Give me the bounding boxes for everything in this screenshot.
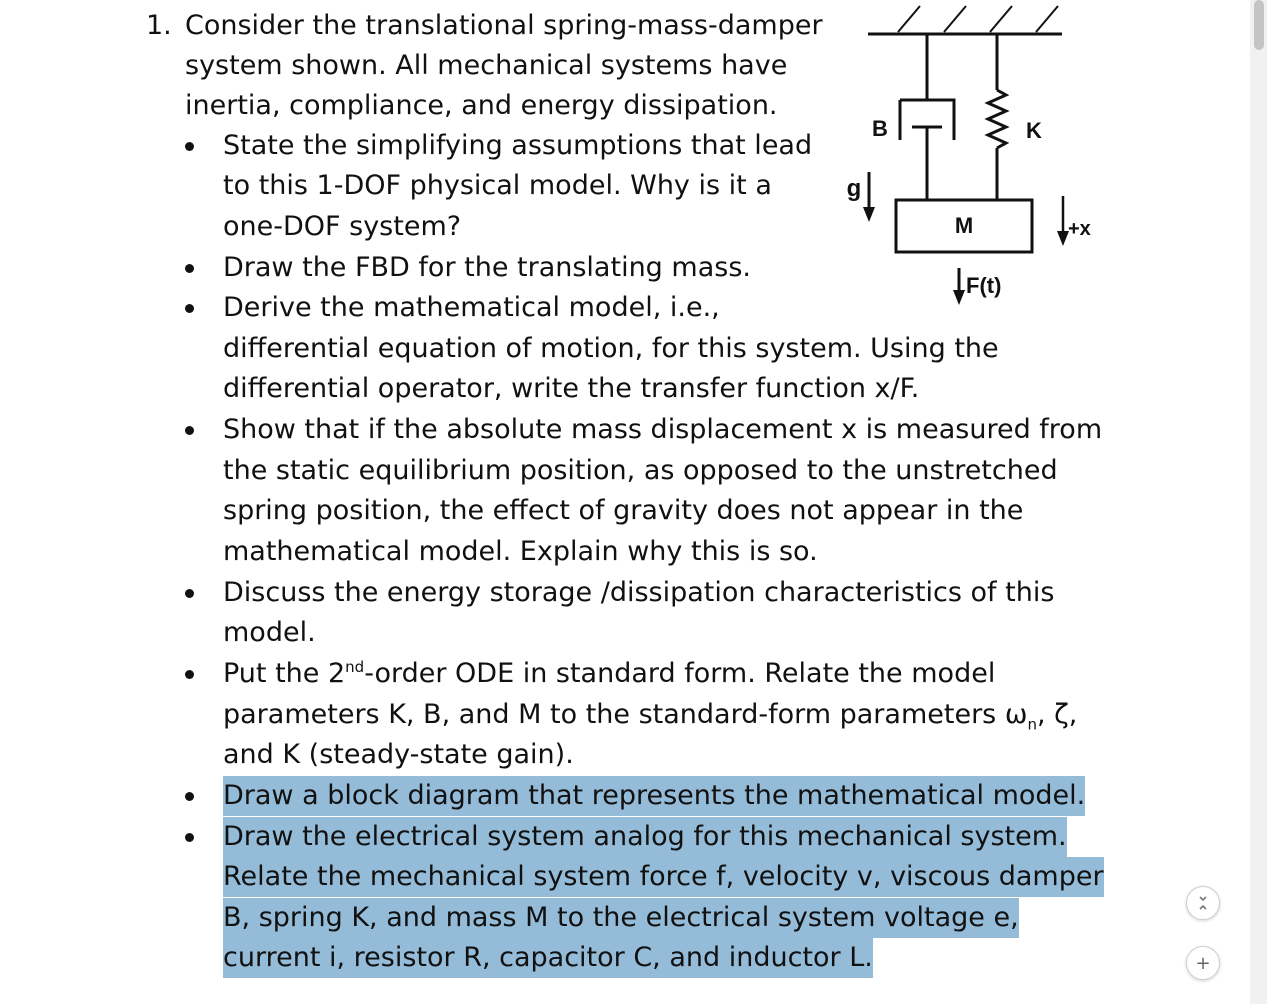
bullet-fbd-line: Draw the FBD for the translating mass. [223, 252, 751, 283]
intro-line: inertia, compliance, and energy dissipation. [185, 90, 778, 121]
ground-hatching [898, 6, 1058, 32]
intro-line: Consider the translational spring-mass-damper [185, 10, 823, 41]
bullet-electrical-analog-line[interactable]: Draw the electrical system analog for this mechanical system. [223, 817, 1067, 857]
spring-mass-damper-diagram [820, 0, 1120, 310]
bullet-assumptions-line: to this 1-DOF physical model. Why is it a [223, 170, 772, 201]
damper [900, 34, 954, 200]
bullet-gravity-line: spring position, the effect of gravity does not appear in the [223, 495, 1024, 526]
bullet-standard-form-line: parameters K, B, and M to the standard-form parameters $\omega_n$, ζ, [223, 699, 1078, 734]
bullet-marker [185, 426, 194, 435]
bullet-assumptions-line: State the simplifying assumptions that lead [223, 130, 813, 161]
spring [988, 34, 1006, 200]
bullet-model-line: differential operator, write the transfer function x/F. [223, 373, 920, 404]
bullet-gravity-line: mathematical model. Explain why this is so. [223, 536, 818, 567]
bullet-energy-line: Discuss the energy storage /dissipation characteristics of this [223, 577, 1055, 608]
bullet-marker [185, 792, 194, 801]
expand-button[interactable] [1186, 886, 1220, 920]
spring-label: K [1026, 118, 1042, 143]
bullet-marker [185, 142, 194, 151]
bullet-marker [185, 304, 194, 313]
bullet-gravity-line: the static equilibrium position, as opposed to the unstretched [223, 455, 1058, 486]
problem-number: 1. [146, 10, 172, 41]
intro-line: system shown. All mechanical systems have [185, 50, 788, 81]
bullet-energy-line: model. [223, 617, 316, 648]
bullet-standard-form-line: Put the 2nd-order ODE in standard form. Relate the model [223, 658, 996, 689]
bullet-marker [185, 670, 194, 679]
bullet-electrical-analog-line[interactable]: current i, resistor R, capacitor C, and inductor L. [223, 938, 873, 978]
damper-label: B [872, 116, 888, 141]
force-label: F(t) [966, 273, 1002, 298]
bullet-marker [185, 589, 194, 598]
scrollbar-thumb[interactable] [1254, 0, 1264, 50]
bullet-model-line: differential equation of motion, for this system. Using the [223, 333, 999, 364]
force-arrowhead-icon [953, 290, 965, 305]
mass-label: M [954, 213, 974, 238]
collapse-expand-icon [1196, 896, 1210, 910]
gravity-label: g [846, 175, 862, 202]
bullet-model-line: Derive the mathematical model, i.e., [223, 292, 720, 323]
zoom-in-button[interactable]: + [1186, 946, 1220, 980]
bullet-electrical-analog-line[interactable]: Relate the mechanical system force f, velocity v, viscous damper [223, 857, 1104, 897]
bullet-marker [185, 833, 194, 842]
vertical-scrollbar[interactable] [1250, 0, 1267, 1004]
bullet-block-diagram-line[interactable]: Draw a block diagram that represents the mathematical model. [223, 776, 1085, 816]
bullet-gravity-line: Show that if the absolute mass displacement x is measured from [223, 414, 1103, 445]
bullet-standard-form-line: and K (steady-state gain). [223, 739, 574, 770]
bullet-marker [185, 264, 194, 273]
bullet-electrical-analog-line[interactable]: B, spring K, and mass M to the electrical system voltage e, [223, 898, 1019, 938]
bullet-assumptions-line: one-DOF system? [223, 211, 462, 242]
gravity-arrowhead-icon [863, 207, 875, 222]
displacement-label: +x [1068, 218, 1091, 240]
